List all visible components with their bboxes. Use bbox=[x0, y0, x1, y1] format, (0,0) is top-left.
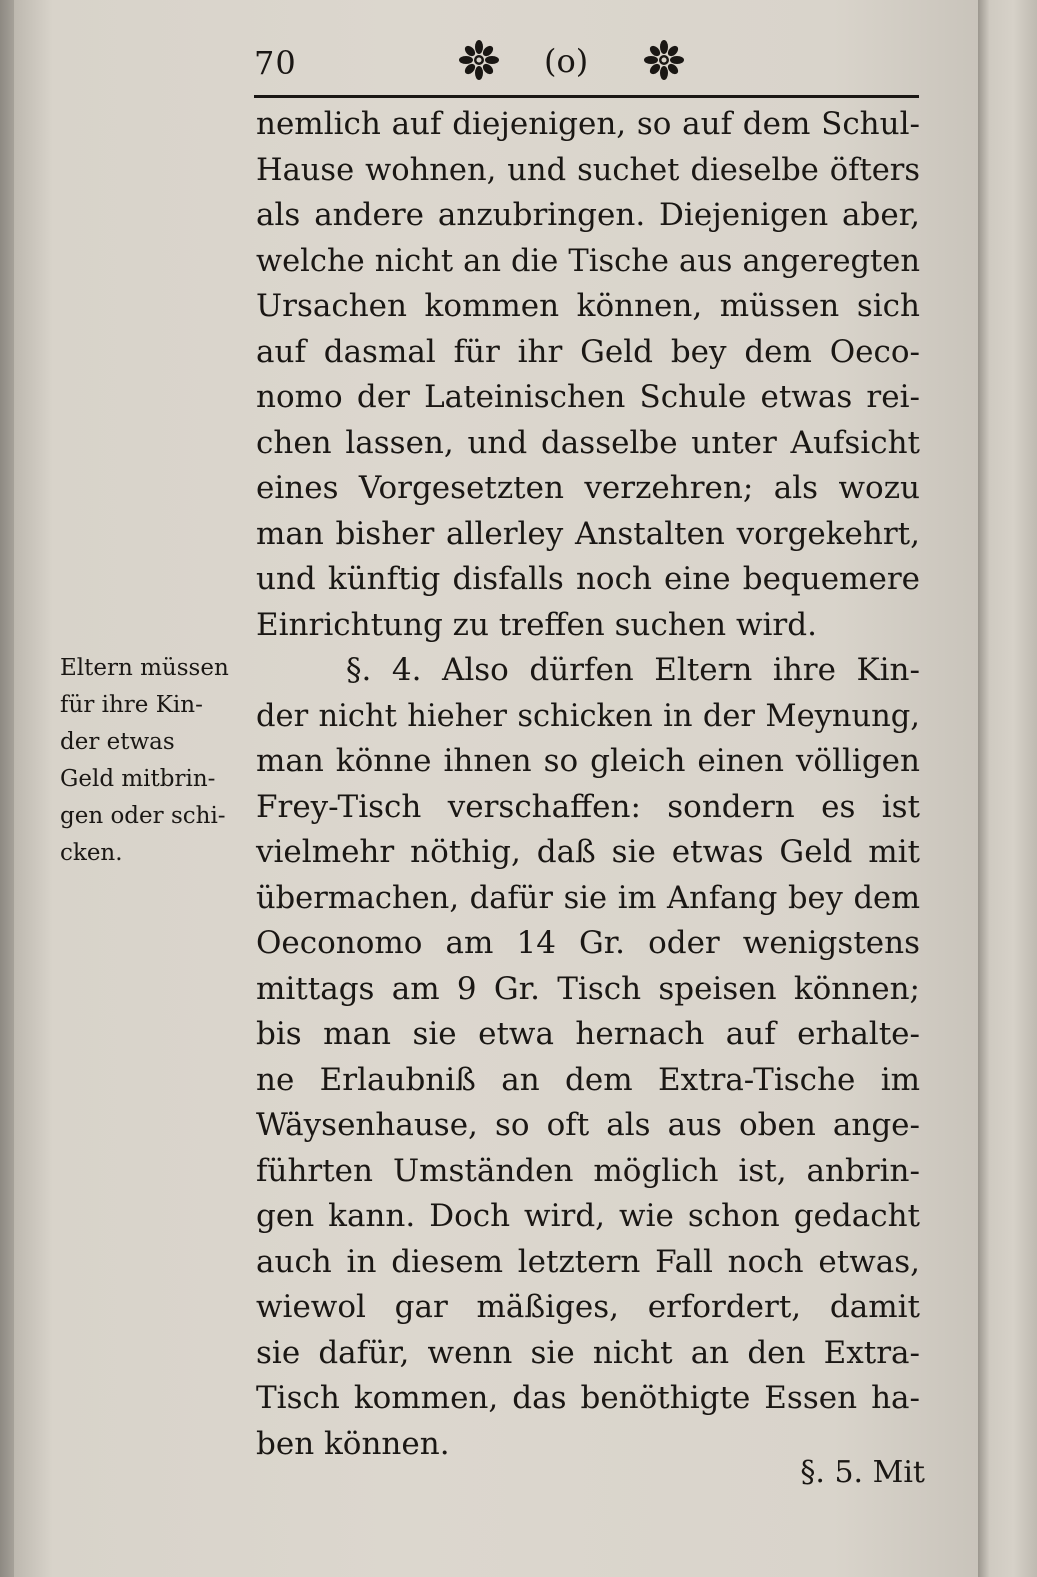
flower-ornament-icon bbox=[644, 40, 684, 80]
text-line: Oeconomo am 14 Gr. oder wenigstens bbox=[256, 925, 920, 961]
text-line: bis man sie etwa hernach auf erhalte- bbox=[256, 1016, 920, 1052]
text-line: und künftig disfalls noch eine bequemere bbox=[256, 561, 920, 597]
text-line: als andere anzubringen. Diejenigen aber, bbox=[256, 197, 920, 233]
marginal-note-line: der etwas bbox=[60, 729, 175, 755]
text-line: sie dafür, wenn sie nicht an den Extra- bbox=[256, 1334, 920, 1371]
marginal-note-line: cken. bbox=[60, 840, 123, 866]
text-line: chen lassen, und dasselbe unter Aufsicht bbox=[256, 424, 920, 461]
marginal-note bbox=[60, 650, 256, 872]
header-rule bbox=[254, 95, 919, 98]
text-line: der nicht hieher schicken in der Meynung, bbox=[256, 698, 920, 734]
text-line: ne Erlaubniß an dem Extra-Tische im bbox=[256, 1061, 920, 1098]
marginal-note-line: für ihre Kin- bbox=[60, 692, 203, 718]
text-line: Frey-Tisch verschaffen: sondern es ist bbox=[256, 788, 920, 825]
text-line: mittags am 9 Gr. Tisch speisen können; bbox=[256, 970, 920, 1007]
text-line: ben können. bbox=[256, 1425, 450, 1462]
page-header bbox=[254, 40, 919, 86]
flower-ornament-icon bbox=[459, 40, 499, 80]
text-line: man bisher allerley Anstalten vorgekehrt, bbox=[256, 515, 920, 552]
text-line: welche nicht an die Tische aus angeregten bbox=[256, 243, 920, 279]
text-line: auf dasmal für ihr Geld bey dem Oeco- bbox=[256, 333, 920, 370]
text-line: übermachen, dafür sie im Anfang bey dem bbox=[256, 880, 920, 916]
text-line: Tisch kommen, das benöthigte Essen ha- bbox=[256, 1380, 920, 1416]
marginal-note-line: Geld mitbrin- bbox=[60, 766, 216, 792]
page-number: 70 bbox=[254, 44, 297, 82]
next-page-edge bbox=[978, 0, 1037, 1577]
text-line: Wäysenhause, so oft als aus oben ange- bbox=[256, 1107, 920, 1143]
text-line: nomo der Lateinischen Schule etwas rei- bbox=[256, 379, 920, 415]
text-line: vielmehr nöthig, daß sie etwas Geld mit bbox=[256, 834, 920, 870]
text-line: Einrichtung zu treffen suchen wird. bbox=[256, 606, 817, 643]
text-line: wiewol gar mäßiges, erfordert, damit bbox=[256, 1289, 920, 1325]
text-line: Hause wohnen, und suchet dieselbe öfters bbox=[256, 152, 920, 188]
section-heading-line: §. 4. Also dürfen Eltern ihre Kin- bbox=[346, 652, 920, 688]
catchword: §. 5. Mit bbox=[800, 1455, 925, 1490]
text-line: gen kann. Doch wird, wie schon gedacht bbox=[256, 1198, 920, 1234]
text-line: man könne ihnen so gleich einen völligen bbox=[256, 743, 920, 779]
marginal-note-line: gen oder schi- bbox=[60, 803, 226, 829]
text-line: führten Umständen möglich ist, anbrin- bbox=[256, 1152, 920, 1189]
text-line: eines Vorgesetzten verzehren; als wozu bbox=[256, 470, 920, 506]
body-text bbox=[256, 102, 920, 1467]
marginal-note-line: Eltern müssen bbox=[60, 655, 229, 681]
text-line: auch in diesem letztern Fall noch etwas, bbox=[256, 1243, 920, 1280]
text-line: Ursachen kommen können, müssen sich bbox=[256, 288, 920, 324]
signature-mark: (o) bbox=[544, 42, 589, 80]
text-line: nemlich auf diejenigen, so auf dem Schul- bbox=[256, 106, 920, 142]
